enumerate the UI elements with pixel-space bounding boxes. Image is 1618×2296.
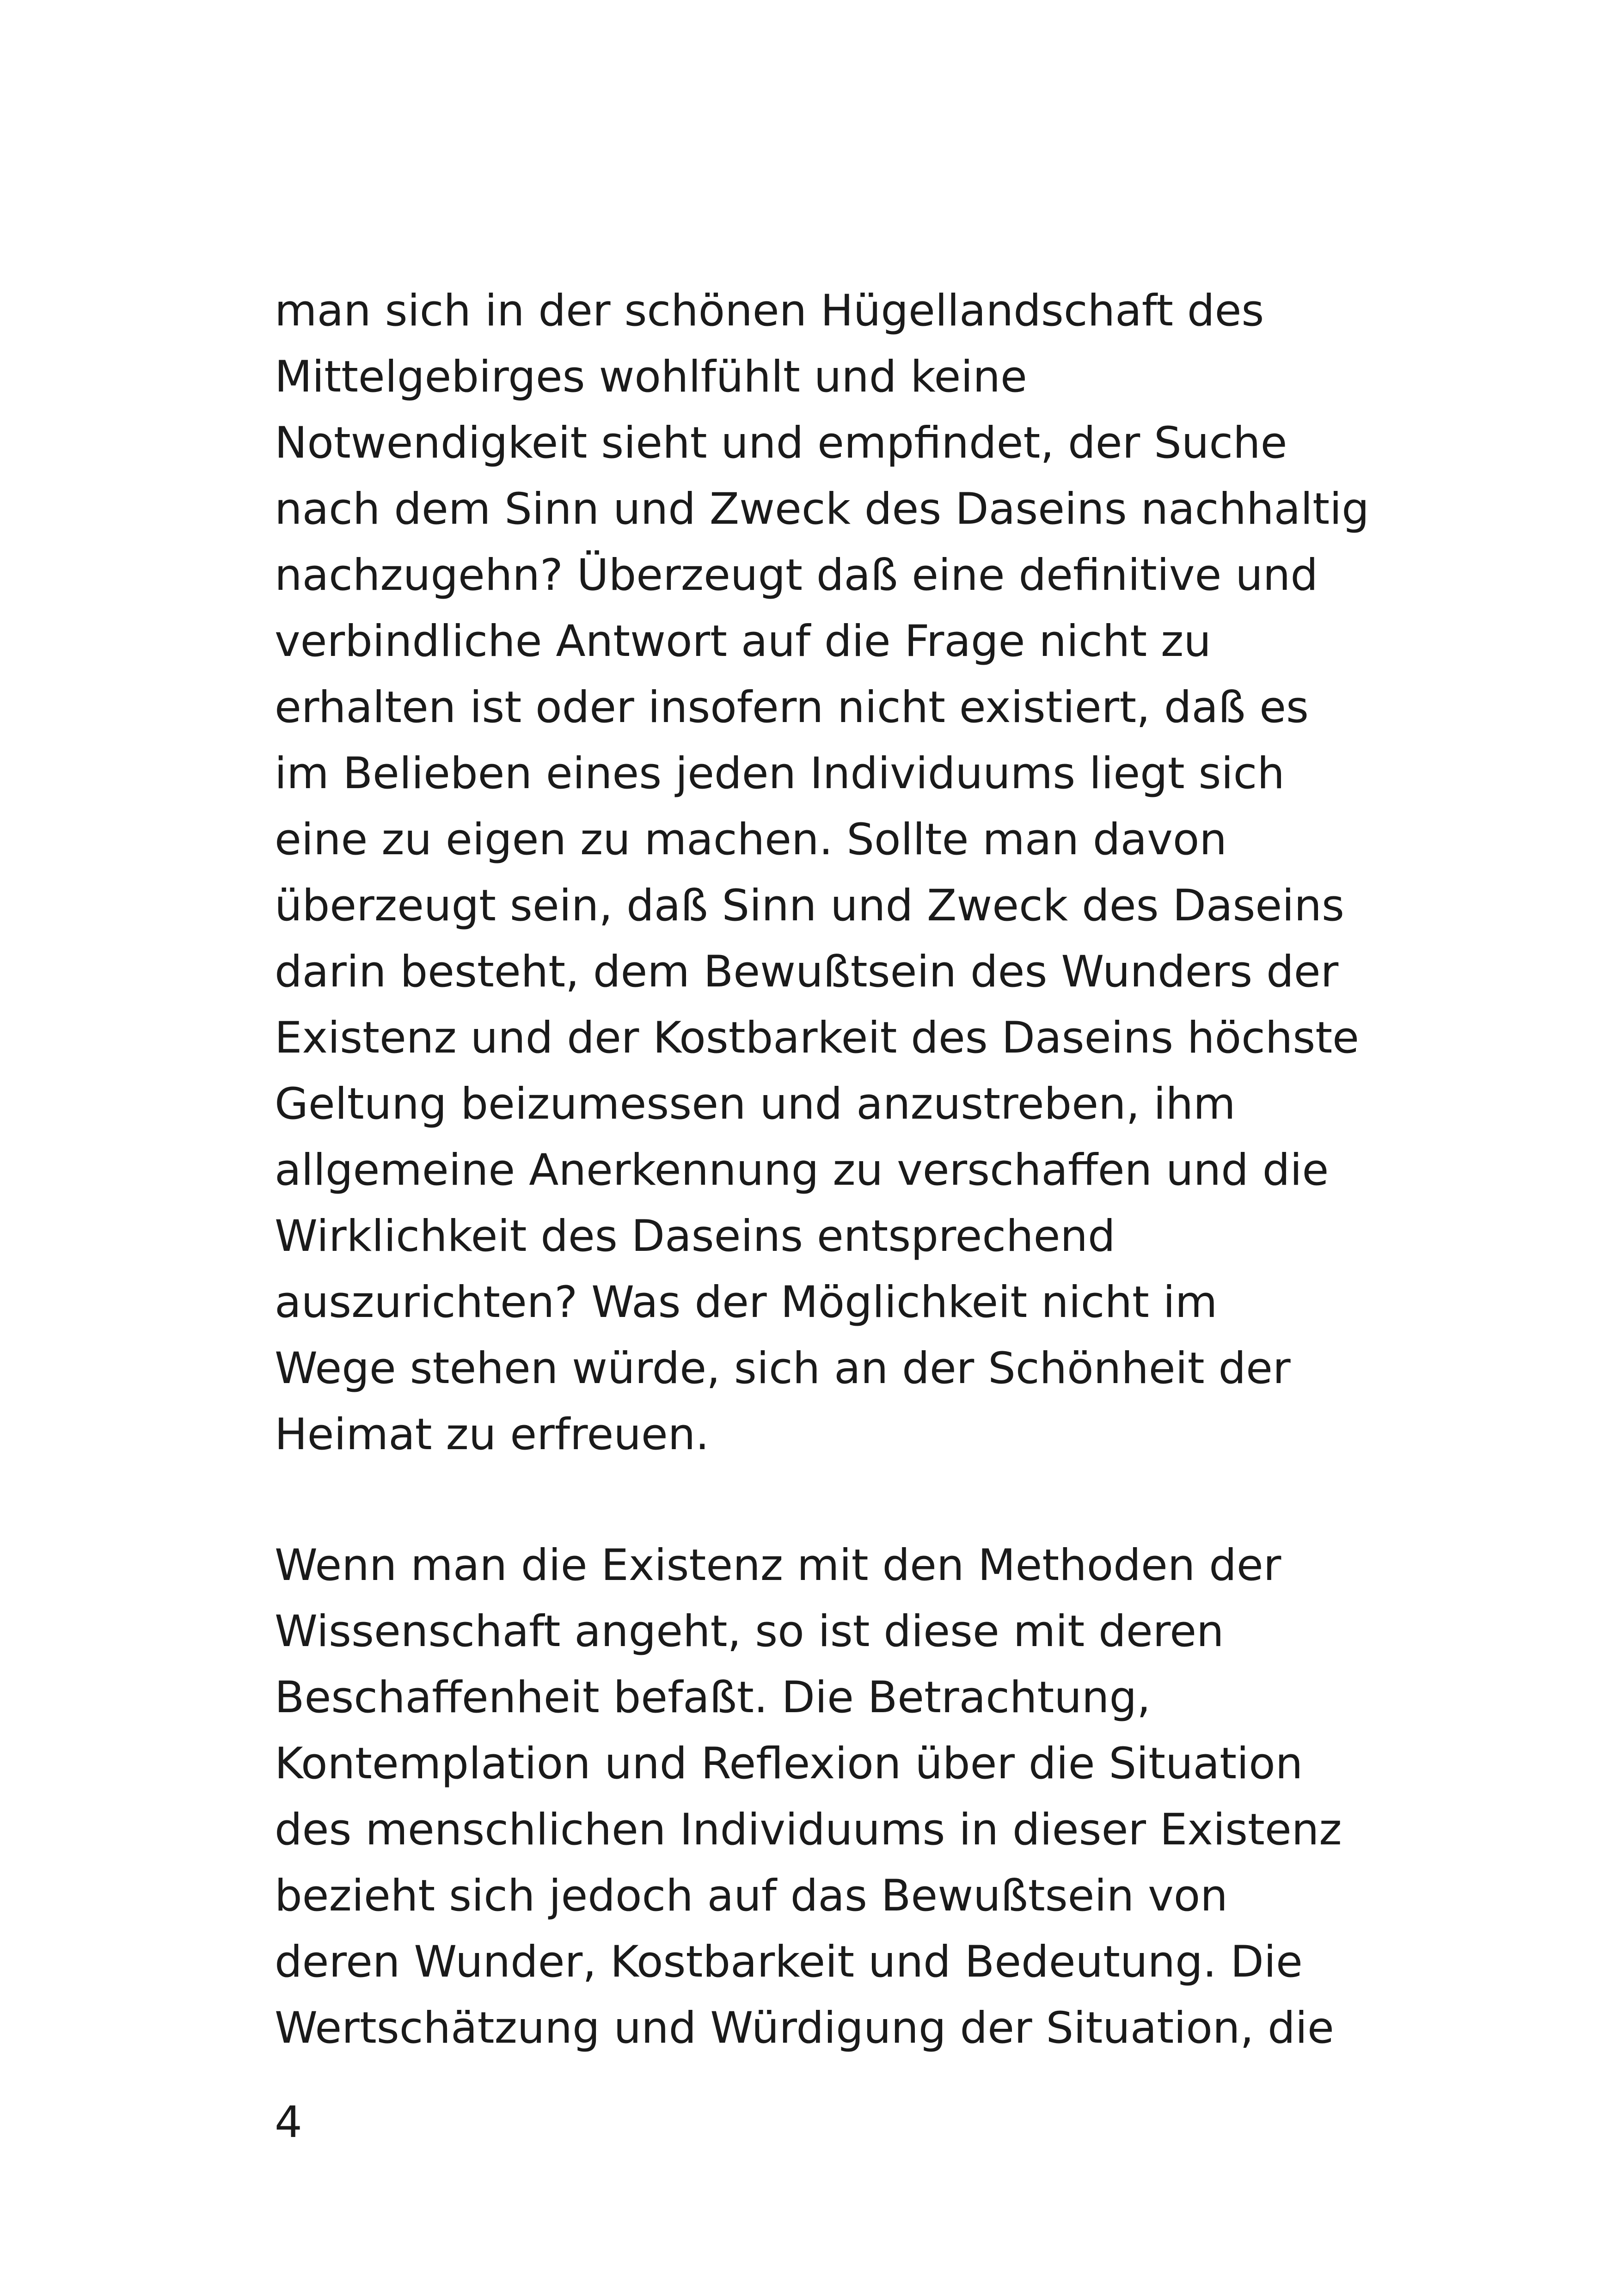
text-line: allgemeine Anerkennung zu verschaffen und die [275, 1145, 1329, 1195]
text-line: Kontemplation und Reflexion über die Situation [275, 1739, 1303, 1789]
text-line: Mittelgebirges wohlfühlt und keine [275, 352, 1027, 402]
text-line: verbindliche Antwort auf die Frage nicht zu [275, 616, 1211, 667]
text-line: des menschlichen Individuums in dieser Existenz [275, 1805, 1342, 1855]
text-line: überzeugt sein, daß Sinn und Zweck des Daseins [275, 881, 1344, 931]
text-line: man sich in der schönen Hügellandschaft des [275, 286, 1264, 336]
text-line: Heimat zu erfreuen. [275, 1409, 710, 1460]
text-line: Beschaffenheit befaßt. Die Betrachtung, [275, 1672, 1151, 1723]
text-line: eine zu eigen zu machen. Sollte man davon [275, 814, 1227, 865]
text-line: Geltung beizumessen und anzustreben, ihm [275, 1079, 1236, 1129]
paragraph-2 [275, 1532, 1384, 2061]
text-line: darin besteht, dem Bewußtsein des Wunders der [275, 947, 1339, 997]
text-line: deren Wunder, Kostbarkeit und Bedeutung. Die [275, 1937, 1303, 1987]
text-line: Wirklichkeit des Daseins entsprechend [275, 1211, 1115, 1261]
text-line: auszurichten? Was der Möglichkeit nicht im [275, 1277, 1218, 1328]
text-line: Wertschätzung und Würdigung der Situation, die [275, 2003, 1334, 2053]
text-line: nach dem Sinn und Zweck des Daseins nachhaltig [275, 484, 1369, 534]
text-line: bezieht sich jedoch auf das Bewußtsein von [275, 1871, 1228, 1921]
text-line: im Belieben eines jeden Individuums liegt sich [275, 748, 1285, 799]
page-number: 4 [275, 2097, 302, 2148]
text-line: nachzugehn? Überzeugt daß eine definitive und [275, 550, 1318, 600]
text-line: erhalten ist oder insofern nicht existiert, daß es [275, 682, 1309, 733]
text-line: Wissenschaft angeht, so ist diese mit deren [275, 1606, 1224, 1657]
paragraph-1 [275, 278, 1384, 1468]
text-line: Notwendigkeit sieht und empfindet, der Suche [275, 418, 1287, 468]
text-line: Wege stehen würde, sich an der Schönheit der [275, 1343, 1291, 1394]
text-line: Wenn man die Existenz mit den Methoden der [275, 1540, 1281, 1591]
text-line: Existenz und der Kostbarkeit des Daseins höchste [275, 1013, 1360, 1063]
